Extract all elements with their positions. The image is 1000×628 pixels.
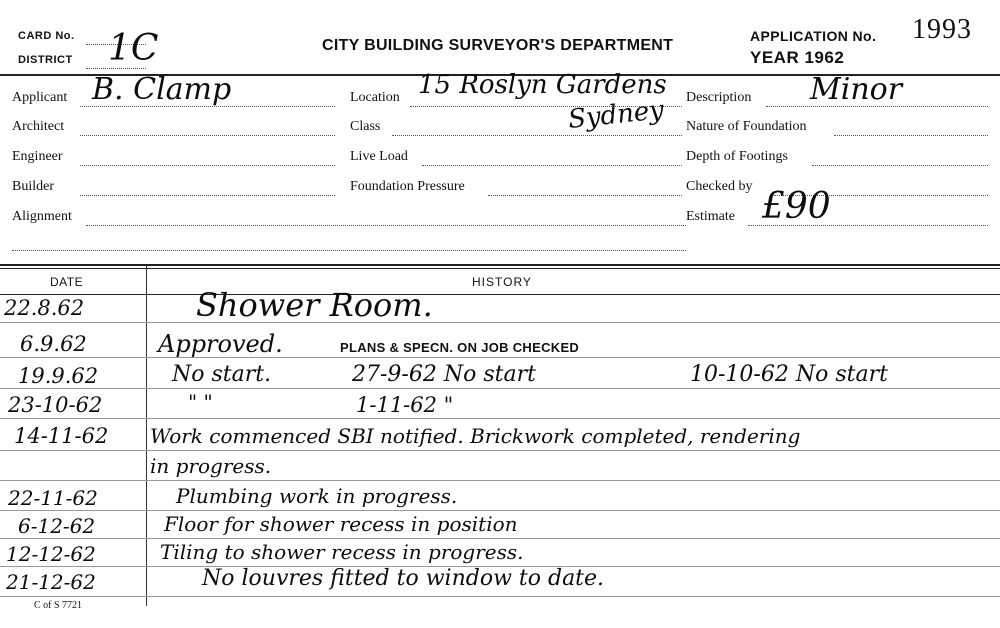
card-no-label: CARD No. — [18, 30, 75, 42]
history-top-rule-2 — [0, 268, 1000, 269]
estimate-label: Estimate — [686, 209, 735, 224]
location-value-suburb: Sydney — [566, 95, 666, 135]
nature-line — [834, 135, 988, 136]
row-line — [0, 510, 1000, 511]
history-date: 6.9.62 — [20, 332, 87, 356]
history-date: 14-11-62 — [14, 424, 109, 448]
history-date: 22.8.62 — [4, 296, 85, 320]
checked-by-label: Checked by — [686, 179, 753, 194]
history-entry: 1-11-62 " — [356, 393, 454, 417]
date-column-divider — [146, 266, 147, 606]
class-label: Class — [350, 119, 381, 134]
history-entry: Plumbing work in progress. — [176, 484, 458, 508]
history-entry: Floor for shower recess in position — [164, 512, 518, 536]
builder-line — [80, 195, 335, 196]
location-value: 15 Roslyn Gardens — [418, 70, 667, 100]
history-date: 6-12-62 — [18, 514, 96, 538]
applicant-value: B. Clamp — [92, 72, 232, 107]
row-line — [0, 538, 1000, 539]
row-line — [0, 596, 1000, 597]
history-header: HISTORY — [472, 275, 532, 289]
estimate-value: £90 — [762, 186, 831, 227]
history-entry: Work commenced SBI notified. Brickwork completed, rendering — [150, 424, 801, 448]
history-date: 22-11-62 — [8, 486, 98, 510]
history-stamp: PLANS & SPECN. ON JOB CHECKED — [340, 340, 580, 355]
alignment-line — [86, 225, 686, 226]
history-entry: " " — [188, 390, 213, 414]
date-header: DATE — [50, 275, 84, 289]
row-line — [0, 322, 1000, 323]
history-entry: 10-10-62 No start — [690, 362, 888, 387]
history-entry: No start. — [172, 362, 272, 387]
applicant-label: Applicant — [12, 90, 68, 105]
history-entry: in progress. — [150, 454, 272, 478]
row-line — [0, 480, 1000, 481]
alignment-label: Alignment — [12, 209, 72, 224]
history-entry: No louvres fitted to window to date. — [202, 566, 605, 591]
foundation-pressure-label: Foundation Pressure — [350, 179, 465, 194]
location-label: Location — [350, 90, 400, 105]
department-title: CITY BUILDING SURVEYOR'S DEPARTMENT — [322, 37, 674, 54]
alignment-line-2 — [12, 250, 686, 251]
history-entry: Shower Room. — [196, 286, 433, 324]
live-load-line — [422, 165, 682, 166]
description-label: Description — [686, 90, 752, 105]
district-value: 1C — [108, 28, 159, 69]
class-line — [392, 135, 682, 136]
row-line — [0, 357, 1000, 358]
form-number: C of S 7721 — [34, 600, 83, 611]
row-line — [0, 450, 1000, 451]
history-date: 19.9.62 — [18, 364, 99, 388]
architect-label: Architect — [12, 119, 65, 134]
history-date: 21-12-62 — [6, 570, 96, 594]
foundation-pressure-line — [488, 195, 682, 196]
application-label: APPLICATION No. — [750, 28, 877, 44]
row-line — [0, 418, 1000, 419]
history-header-rule — [0, 294, 1000, 295]
history-top-rule — [0, 264, 1000, 266]
application-number: 1993 — [912, 14, 972, 45]
year-label: YEAR 1962 — [750, 48, 845, 67]
nature-label: Nature of Foundation — [686, 119, 807, 134]
history-entry: Tiling to shower recess in progress. — [160, 540, 524, 564]
builder-label: Builder — [12, 179, 54, 194]
history-entry: Approved. — [158, 330, 283, 358]
depth-label: Depth of Footings — [686, 149, 788, 164]
engineer-label: Engineer — [12, 149, 63, 164]
history-date: 23-10-62 — [8, 393, 103, 417]
depth-line — [812, 165, 988, 166]
history-entry: 27-9-62 No start — [352, 362, 536, 387]
row-line — [0, 388, 1000, 389]
engineer-line — [80, 165, 335, 166]
live-load-label: Live Load — [350, 149, 408, 164]
district-label: DISTRICT — [18, 54, 73, 66]
description-value: Minor — [810, 72, 903, 107]
history-date: 12-12-62 — [6, 542, 96, 566]
architect-line — [80, 135, 335, 136]
